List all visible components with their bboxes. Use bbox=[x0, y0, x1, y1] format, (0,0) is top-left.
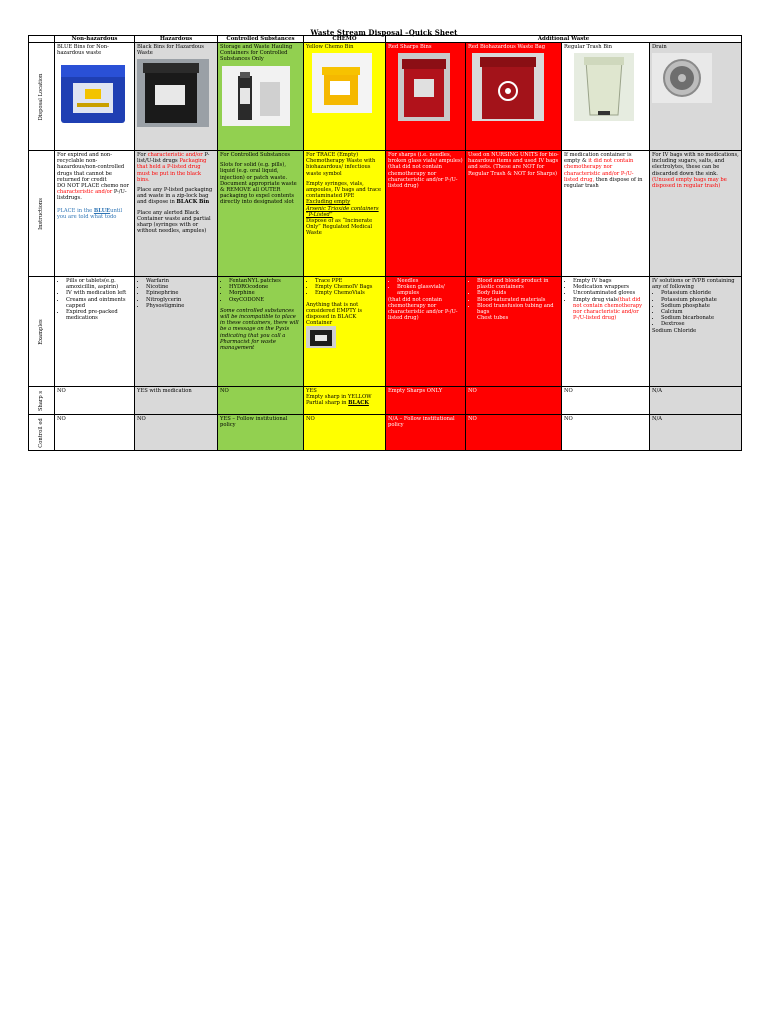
drain-example-list bbox=[652, 290, 739, 327]
location-nonhazardous bbox=[55, 43, 135, 151]
instructions-hazardous bbox=[135, 151, 218, 277]
list-item: • Physostigmine bbox=[146, 303, 215, 309]
sharps-chemo-empty: Empty sharp in YELLOW bbox=[306, 394, 372, 401]
instructions-drain bbox=[650, 151, 742, 277]
list-item: • Epinephrine bbox=[146, 290, 215, 296]
list-item: • Empty IV bags bbox=[573, 278, 647, 284]
black-container-image bbox=[306, 326, 336, 348]
black-bin-image bbox=[137, 59, 209, 127]
blue-bin-image bbox=[57, 59, 129, 127]
header-chemo: CHEMO bbox=[304, 36, 386, 43]
sharps-drain: N/A bbox=[650, 387, 742, 415]
haz-instruction-1: For characteristic and/or P-list/U-list drugs Packaging that held a P-listed drug must be put in the black bins. bbox=[137, 152, 210, 183]
location-controlled-text: Storage and Waste Hauling Containers for Controlled Substances Only bbox=[220, 44, 293, 63]
examples-chemo bbox=[304, 277, 386, 387]
controlled-example-list bbox=[220, 278, 301, 303]
list-item: • Empty ChemoVials bbox=[315, 290, 383, 296]
list-item: • Potassium chloride bbox=[661, 290, 739, 296]
biohaz-example-list bbox=[468, 278, 559, 315]
chemo-instruction-1: For TRACE (Empty) Chemotherapy Waste with biohazardous/ infectious waste symbol bbox=[306, 152, 376, 177]
drain-instruction-1: For IV bags with no medications, including sugars, salts, and electrolytes, these can be discarded down the sink. bbox=[652, 152, 739, 177]
examples-hazardous bbox=[135, 277, 218, 387]
location-red-sharps-bins bbox=[386, 43, 466, 151]
examples-nonhazardous bbox=[55, 277, 135, 387]
examples-regular-trash bbox=[562, 277, 650, 387]
row-label-disposal-location: Disposal Location bbox=[29, 43, 55, 151]
row-label-controlled: Controll ed bbox=[29, 415, 55, 451]
trash-example-list bbox=[564, 278, 647, 321]
row-sharps bbox=[29, 387, 742, 415]
controlled-regular-trash: NO bbox=[562, 415, 650, 451]
trash-instruction: If medication container is empty & it did not contain chemotherapy nor characteristic and/or P-/U-listed drug, then dispose of in regular trash bbox=[564, 152, 643, 190]
list-item: • Nitroglycerin bbox=[146, 297, 215, 303]
header-row bbox=[29, 36, 742, 43]
nonhaz-instruction-1: For expired and non-recyclable non-hazardous/non-controlled drugs that cannot be returned for credit bbox=[57, 152, 125, 183]
controlled-chemo: NO bbox=[304, 415, 386, 451]
list-item: • Sodium bicarbonate bbox=[661, 315, 739, 321]
sharps-chemo-partial: Partial sharp in BLACK bbox=[306, 400, 369, 407]
sharps-chemo-yes: YES bbox=[306, 388, 317, 394]
location-regular-trash-bin bbox=[562, 43, 650, 151]
location-hazardous bbox=[135, 43, 218, 151]
row-examples bbox=[29, 277, 742, 387]
red-sharps-bin-image bbox=[388, 53, 460, 121]
header-nonhazardous: Non-hazardous bbox=[55, 36, 135, 43]
list-item: • Pills or tablets(e.g. amoxicillin, aspirin) bbox=[66, 278, 132, 290]
header-controlled-substances: Controlled Substances bbox=[218, 36, 304, 43]
list-item: • Warfarin bbox=[146, 278, 215, 284]
waste-disposal-table bbox=[28, 35, 742, 451]
sharps-controlled: NO bbox=[218, 387, 304, 415]
sharps-hazardous: YES with medication bbox=[135, 387, 218, 415]
chemo-instruction-2: Empty syringes, vials, ampoules, IV bags and trace contaminated PPE bbox=[306, 180, 382, 200]
list-item: • Creams and ointments capped bbox=[66, 297, 132, 309]
list-item: • Calcium bbox=[661, 309, 739, 315]
sharps-example-note: (that did not contain chemotherapy nor characteristic and/or P-/U-listed drug) bbox=[388, 296, 458, 322]
instructions-biohazardous bbox=[466, 151, 562, 277]
instructions-nonhazardous bbox=[55, 151, 135, 277]
location-drain-text: Drain bbox=[652, 44, 667, 50]
trash-bin-image bbox=[564, 53, 644, 121]
sharps-example-list bbox=[388, 278, 463, 297]
controlled-instruction-2: Slots for solid (e.g. pills), liquid (e.g. oral liquid, injection) or patch waste. Document appropriate waste & REMOVE all OUTER packaging to expel contents directly into designated slot bbox=[220, 162, 297, 206]
chemo-instruction-3a: Excluding empty bbox=[306, 199, 351, 206]
haz-instruction-3: Place any alerted Black Container waste and partial sharp (syringes with or without needles, ampules) bbox=[137, 209, 211, 235]
list-item: • Empty ChemoIV Bags bbox=[315, 284, 383, 290]
list-item: • Blood transfusion tubing and bags bbox=[477, 303, 559, 315]
page-title: Waste Stream Disposal –Quick Sheet bbox=[310, 28, 458, 37]
drain-image bbox=[652, 53, 712, 103]
controlled-red-sharps: N/A – Follow institutional policy bbox=[386, 415, 466, 451]
list-item: • Nicotine bbox=[146, 284, 215, 290]
drain-example-intro: IV solutions or IVPB containing any of following bbox=[652, 278, 735, 291]
corner-cell bbox=[29, 36, 55, 43]
location-drain bbox=[650, 43, 742, 151]
yellow-chemo-bin-image bbox=[306, 53, 378, 113]
examples-red-sharps bbox=[386, 277, 466, 387]
header-additional-waste: Additional Waste bbox=[386, 36, 742, 43]
sharps-nonhazardous: NO bbox=[55, 387, 135, 415]
location-sharps-text: Red Sharps Bins bbox=[388, 44, 432, 50]
sharps-red-sharps: Empty Sharps ONLY bbox=[386, 387, 466, 415]
biohaz-instruction: Used on NURSING UNITS for bio-hazardous items and used IV bags and sets. (These are NOT for Regular Trash & NOT for Sharps) bbox=[468, 152, 559, 177]
drain-instruction-2: (Unused empty bags may be disposed in regular trash) bbox=[652, 176, 727, 190]
sharps-chemo bbox=[304, 387, 386, 415]
list-item: • FentanNYL patches bbox=[229, 278, 301, 284]
location-chemo-text: Yellow Chemo Bin bbox=[306, 44, 354, 50]
location-nonhazardous-text: BLUE Bins for Non-hazardous waste bbox=[57, 44, 109, 57]
location-hazardous-text: Black Bins for Hazardous Waste bbox=[137, 44, 204, 57]
list-item: • Blood and blood product in plastic containers bbox=[477, 278, 559, 290]
list-item: • Empty drug vials(that did not contain chemotherapy nor characteristic and/or P-/U-listed drug) bbox=[573, 297, 647, 322]
location-biohaz-text: Red Biohazardous Waste Bag bbox=[468, 44, 546, 50]
biohaz-example-note: Chest tubes bbox=[477, 315, 509, 322]
examples-biohazardous bbox=[466, 277, 562, 387]
instructions-red-sharps bbox=[386, 151, 466, 277]
sharps-regular-trash: NO bbox=[562, 387, 650, 415]
controlled-biohazardous: NO bbox=[466, 415, 562, 451]
chemo-example-list bbox=[306, 278, 383, 297]
list-item: • HYDROcodone bbox=[229, 284, 301, 290]
controlled-drain: N/A bbox=[650, 415, 742, 451]
list-item: • Needles bbox=[397, 278, 463, 284]
list-item: • Uncontaminated gloves bbox=[573, 290, 647, 296]
list-item: • Broken glassvials/ ampules bbox=[397, 284, 463, 296]
location-controlled-substances bbox=[218, 43, 304, 151]
row-label-examples: Examples bbox=[29, 277, 55, 387]
sharps-biohazardous: NO bbox=[466, 387, 562, 415]
examples-controlled-substances bbox=[218, 277, 304, 387]
controlled-example-note: Some controlled substances will be incompatible to place in these containers, there will be a message on the Pyxis indicating that you call a Pharmacist for waste management bbox=[220, 307, 299, 352]
list-item: • Body fluids bbox=[477, 290, 559, 296]
nonhaz-instruction-3: PLACE in the BLUEuntil you are told what todo bbox=[57, 207, 123, 220]
list-item: • OxyCODONE bbox=[229, 297, 301, 303]
nonhaz-example-list bbox=[57, 278, 132, 321]
row-label-instructions: Instructions bbox=[29, 151, 55, 277]
drain-example-note: Sodium Chloride bbox=[652, 327, 697, 334]
haz-example-list bbox=[137, 278, 215, 309]
controlled-controlled: YES – Follow institutional policy bbox=[218, 415, 304, 451]
row-label-sharps: Sharp s bbox=[29, 387, 55, 415]
location-trash-text: Regular Trash Bin bbox=[564, 44, 613, 50]
chemo-instruction-3c: Dispose of as “Incinerate Only” Regulated Medical Waste bbox=[306, 218, 373, 237]
list-item: • Dextrose bbox=[661, 321, 739, 327]
controlled-hazardous: NO bbox=[135, 415, 218, 451]
row-disposal-location bbox=[29, 43, 742, 151]
header-hazardous: Hazardous bbox=[135, 36, 218, 43]
list-item: • Sodium phosphate bbox=[661, 303, 739, 309]
chemo-example-note: Anything that is not considered EMPTY is disposed in BLACK Container bbox=[306, 301, 363, 327]
list-item: • Medication wrappers bbox=[573, 284, 647, 290]
list-item: • Blood-saturated materials bbox=[477, 297, 559, 303]
examples-drain bbox=[650, 277, 742, 387]
controlled-container-image bbox=[220, 66, 292, 126]
instructions-chemo bbox=[304, 151, 386, 277]
list-item: • Potassium phosphate bbox=[661, 297, 739, 303]
controlled-nonhazardous: NO bbox=[55, 415, 135, 451]
list-item: • Expired pre-packed medications bbox=[66, 309, 132, 321]
instructions-controlled-substances bbox=[218, 151, 304, 277]
sharps-instruction: For sharps (i.e. needles, broken glass vials/ ampules) (that did not contain chemotherapy nor characteristic and/or P-/U-listed drug) bbox=[388, 152, 463, 190]
chemo-instruction-3b: Arsenic Trioxide containers “P-Listed” bbox=[306, 205, 379, 218]
list-item: • Trace PPE bbox=[315, 278, 383, 284]
row-instructions bbox=[29, 151, 742, 277]
nonhaz-instruction-2: DO NOT PLACE chemo nor characteristic and/or P-/U-listdrugs. bbox=[57, 183, 129, 202]
location-chemo bbox=[304, 43, 386, 151]
instructions-regular-trash bbox=[562, 151, 650, 277]
location-red-biohazardous-bag bbox=[466, 43, 562, 151]
list-item: • IV with medication left bbox=[66, 290, 132, 296]
list-item: • Morphine bbox=[229, 290, 301, 296]
row-controlled bbox=[29, 415, 742, 451]
biohazard-bin-image bbox=[468, 53, 548, 121]
controlled-instruction-1: For Controlled Substances bbox=[220, 152, 291, 158]
haz-instruction-2: Place any P-listed packaging and waste in a zip-lock bag and dispose in BLACK Bin bbox=[137, 187, 213, 206]
